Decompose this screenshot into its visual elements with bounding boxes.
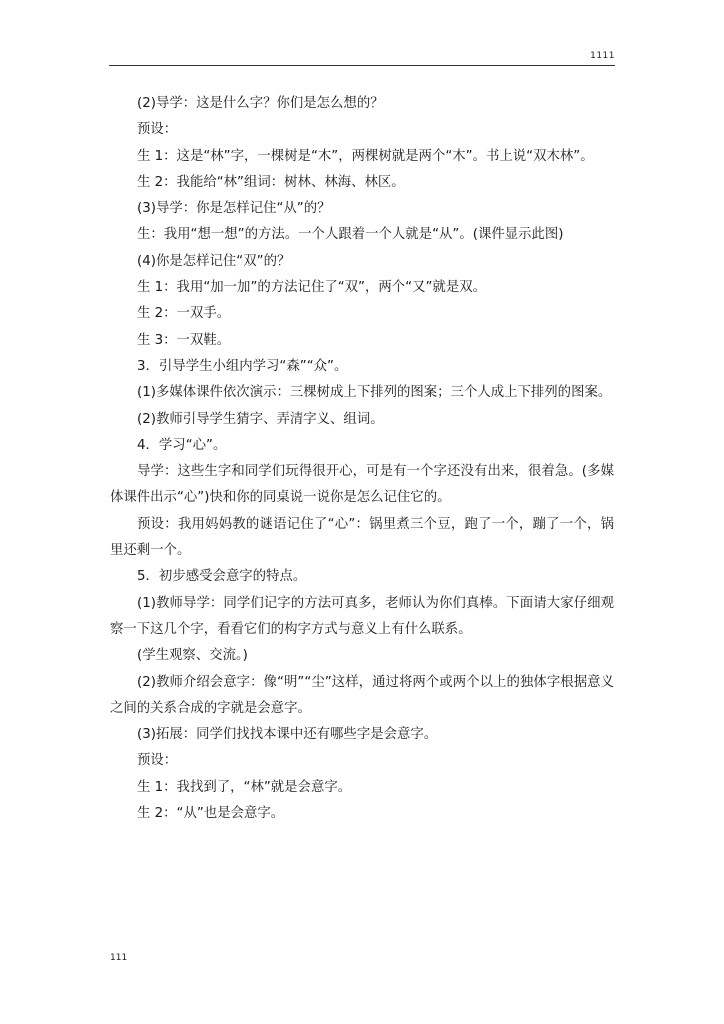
paragraph-20: (2)教师介绍会意字：像“明”“尘”这样，通过将两个或两个以上的独体字根据意义之间的关系合成的字就是会意字。 bbox=[110, 674, 614, 716]
paragraph-12: (1)多媒体课件依次演示：三棵树成上下排列的图案；三个人成上下排列的图案。 bbox=[137, 385, 612, 401]
paragraph-18: (1)教师导学：同学们记字的方法可真多，老师认为你们真棒。下面请大家仔细观察一下这几个字，看看它们的构字方式与意义上有什么联系。 bbox=[110, 595, 614, 637]
paragraph-5: (3)导学：你是怎样记住“从”的？ bbox=[137, 201, 331, 217]
paragraph-11: 3．引导学生小组内学习“森”“众”。 bbox=[137, 358, 348, 374]
paragraph-14: 4．学习“心”。 bbox=[137, 437, 227, 453]
paragraph-6: 生：我用“想一想”的方法。一个人跟着一个人就是“从”。(课件显示此图) bbox=[137, 227, 564, 243]
footer-page-number: 111 bbox=[110, 953, 128, 963]
paragraph-21: (3)拓展：同学们找找本课中还有哪些字是会意字。 bbox=[137, 727, 438, 743]
paragraph-23: 生 1：我找到了，“林”就是会意字。 bbox=[137, 779, 352, 795]
paragraph-1: (2)导学：这是什么字？你们是怎么想的？ bbox=[137, 96, 384, 111]
paragraph-8: 生 1：我用“加一加”的方法记住了“双”，两个“又”就是双。 bbox=[137, 280, 486, 296]
paragraph-19: (学生观察、交流。) bbox=[137, 648, 248, 664]
paragraph-22: 预设： bbox=[137, 753, 178, 769]
paragraph-7: (4)你是怎样记住“双”的？ bbox=[137, 253, 291, 269]
paragraph-24: 生 2：“从”也是会意字。 bbox=[137, 806, 285, 822]
paragraph-9: 生 2：一双手。 bbox=[137, 306, 231, 322]
paragraph-15: 导学：这些生字和同学们玩得很开心，可是有一个字还没有出来，很着急。(多媒体课件出示“心”)快和你的同桌说一说你是怎么记住它的。 bbox=[110, 464, 614, 506]
paragraph-10: 生 3：一双鞋。 bbox=[137, 332, 231, 348]
header-divider bbox=[109, 65, 615, 66]
paragraph-17: 5．初步感受会意字的特点。 bbox=[137, 569, 307, 585]
document-body bbox=[110, 91, 614, 827]
paragraph-2: 预设： bbox=[137, 122, 178, 138]
header-page-number: 1111 bbox=[590, 51, 615, 61]
paragraph-13: (2)教师引导学生猜字、弄清字义、组词。 bbox=[137, 411, 384, 427]
paragraph-4: 生 2：我能给“林”组词：树林、林海、林区。 bbox=[137, 174, 405, 190]
paragraph-3: 生 1：这是“林”字，一棵树是“木”，两棵树就是两个“木”。书上说“双木林”。 bbox=[137, 148, 594, 164]
paragraph-16: 预设：我用妈妈教的谜语记住了“心”：锅里煮三个豆，跑了一个，蹦了一个，锅里还剩一个。 bbox=[110, 516, 614, 559]
